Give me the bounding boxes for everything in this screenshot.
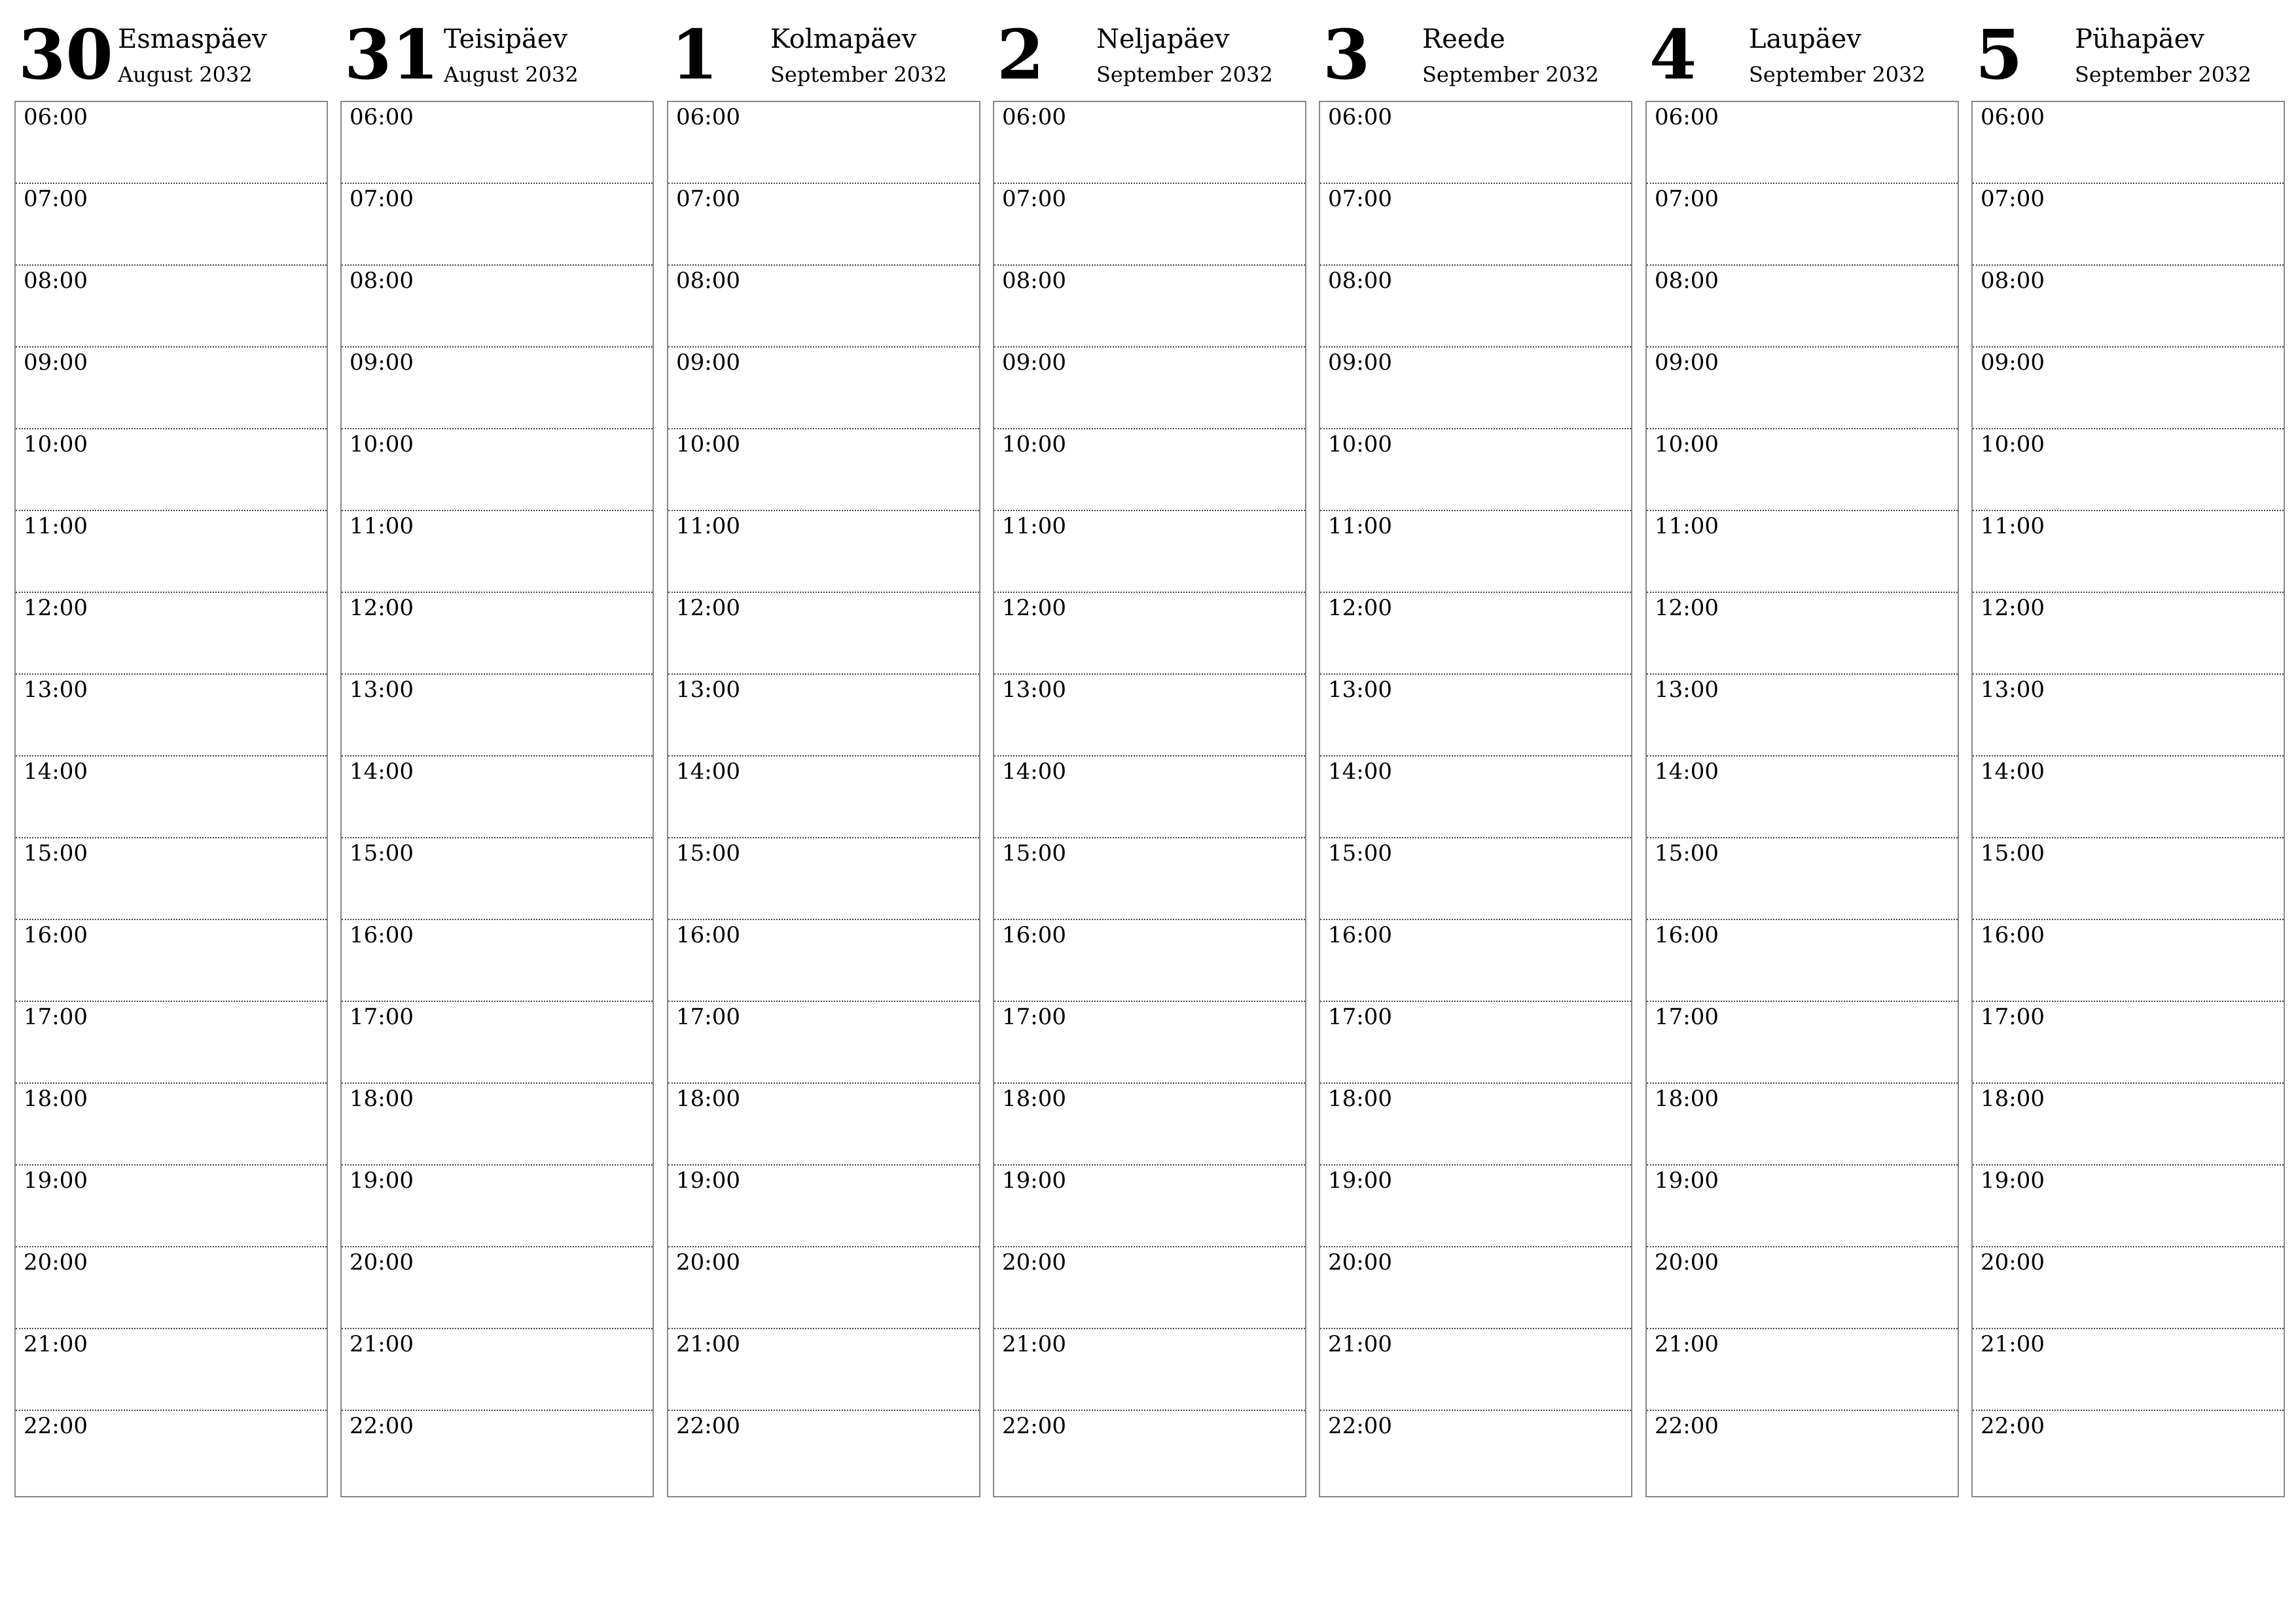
time-slot[interactable] [1647,511,1958,593]
time-slot[interactable] [994,1329,1305,1411]
time-label: 08:00 [1981,268,2045,294]
time-label: 09:00 [1981,349,2045,376]
time-label: 19:00 [1002,1168,1066,1194]
time-label: 20:00 [676,1249,740,1275]
time-label: 06:00 [1328,104,1392,130]
time-label: 07:00 [1328,186,1392,212]
time-slot[interactable] [1647,757,1958,838]
time-label: 18:00 [1002,1086,1066,1112]
day-number: 4 [1649,14,1697,95]
time-slot[interactable] [1320,593,1631,675]
time-slot[interactable] [1647,184,1958,266]
time-label: 08:00 [676,268,740,294]
time-label: 06:00 [350,104,414,130]
day-month: September 2032 [2075,62,2251,87]
time-label: 11:00 [1655,513,1719,539]
time-label: 14:00 [24,758,88,785]
day-schedule-box [993,101,1306,1497]
time-label: 16:00 [350,922,414,948]
time-label: 13:00 [24,677,88,703]
time-label: 07:00 [1655,186,1719,212]
time-slot[interactable] [994,593,1305,675]
day-header [667,0,980,99]
time-label: 20:00 [1002,1249,1066,1275]
time-slot[interactable] [16,757,327,838]
time-label: 18:00 [676,1086,740,1112]
time-slot[interactable] [668,511,979,593]
time-label: 09:00 [1002,349,1066,376]
time-slot[interactable] [1320,1411,1631,1493]
time-label: 19:00 [1328,1168,1392,1194]
time-label: 21:00 [1002,1331,1066,1357]
time-slot[interactable] [1320,1247,1631,1329]
time-slot[interactable] [342,593,653,675]
time-label: 20:00 [1981,1249,2045,1275]
day-name: Laupäev [1749,24,1861,54]
time-slot[interactable] [994,675,1305,757]
time-slot[interactable] [1320,511,1631,593]
time-label: 10:00 [1981,431,2045,457]
time-slot[interactable] [1647,1247,1958,1329]
time-label: 12:00 [676,595,740,621]
time-slot[interactable] [1647,675,1958,757]
day-month: August 2032 [444,62,579,87]
time-label: 19:00 [676,1168,740,1194]
day-number: 3 [1323,14,1371,95]
time-label: 22:00 [24,1413,88,1439]
time-slot[interactable] [342,1002,653,1084]
time-slot[interactable] [994,1002,1305,1084]
time-label: 17:00 [1981,1004,2045,1030]
time-label: 15:00 [1655,840,1719,866]
time-label: 22:00 [1655,1413,1719,1439]
time-label: 16:00 [1328,922,1392,948]
time-label: 07:00 [24,186,88,212]
time-label: 09:00 [24,349,88,376]
time-slot[interactable] [1647,266,1958,348]
time-label: 16:00 [1981,922,2045,948]
time-slot[interactable] [342,920,653,1002]
time-slot[interactable] [994,1084,1305,1166]
time-label: 21:00 [24,1331,88,1357]
time-label: 14:00 [1002,758,1066,785]
time-label: 16:00 [24,922,88,948]
time-label: 21:00 [676,1331,740,1357]
time-slot[interactable] [668,102,979,184]
time-slot[interactable] [1647,1166,1958,1247]
time-slot[interactable] [1647,1411,1958,1493]
time-slot[interactable] [1647,429,1958,511]
time-slot[interactable] [994,266,1305,348]
time-label: 17:00 [24,1004,88,1030]
time-label: 10:00 [1655,431,1719,457]
time-label: 11:00 [24,513,88,539]
time-label: 11:00 [1002,513,1066,539]
time-label: 21:00 [350,1331,414,1357]
time-slot[interactable] [342,511,653,593]
time-label: 06:00 [24,104,88,130]
day-month: September 2032 [1749,62,1926,87]
time-slot[interactable] [994,102,1305,184]
time-slot[interactable] [1647,1002,1958,1084]
day-name: Reede [1422,24,1505,54]
time-slot[interactable] [16,1411,327,1493]
time-label: 19:00 [1655,1168,1719,1194]
time-label: 06:00 [1655,104,1719,130]
time-slot[interactable] [16,348,327,429]
time-slot[interactable] [1647,102,1958,184]
time-slot[interactable] [1320,675,1631,757]
time-label: 15:00 [676,840,740,866]
time-label: 11:00 [1328,513,1392,539]
time-slot[interactable] [1973,1247,2284,1329]
time-slot[interactable] [668,266,979,348]
time-label: 12:00 [1655,595,1719,621]
time-label: 12:00 [1002,595,1066,621]
time-slot[interactable] [668,838,979,920]
time-label: 16:00 [1002,922,1066,948]
time-slot[interactable] [1320,1166,1631,1247]
day-header [993,0,1306,99]
time-slot[interactable] [1973,348,2284,429]
time-slot[interactable] [1647,593,1958,675]
time-label: 11:00 [676,513,740,539]
day-header [1971,0,2285,99]
time-slot[interactable] [342,757,653,838]
day-name: Pühapäev [2075,24,2205,54]
time-slot[interactable] [994,511,1305,593]
time-slot[interactable] [16,838,327,920]
time-slot[interactable] [342,1411,653,1493]
day-header [1645,0,1959,99]
time-slot[interactable] [668,184,979,266]
day-name: Neljapäev [1096,24,1230,54]
time-label: 10:00 [350,431,414,457]
time-label: 17:00 [350,1004,414,1030]
time-label: 07:00 [1981,186,2045,212]
day-month: September 2032 [770,62,947,87]
time-label: 21:00 [1328,1331,1392,1357]
time-label: 15:00 [350,840,414,866]
day-number: 1 [671,14,719,95]
time-slot[interactable] [668,675,979,757]
time-slot[interactable] [994,348,1305,429]
day-schedule-box [1971,101,2285,1497]
time-slot[interactable] [1647,1084,1958,1166]
time-label: 15:00 [24,840,88,866]
time-label: 09:00 [1328,349,1392,376]
time-label: 19:00 [24,1168,88,1194]
time-slot[interactable] [1973,1411,2284,1493]
time-label: 14:00 [1328,758,1392,785]
time-label: 08:00 [24,268,88,294]
time-slot[interactable] [1973,102,2284,184]
time-label: 16:00 [676,922,740,948]
time-label: 06:00 [1981,104,2045,130]
time-label: 15:00 [1002,840,1066,866]
time-label: 09:00 [676,349,740,376]
time-label: 11:00 [1981,513,2045,539]
time-label: 13:00 [1981,677,2045,703]
day-schedule-box [1645,101,1959,1497]
time-slot[interactable] [1320,920,1631,1002]
time-slot[interactable] [16,266,327,348]
time-label: 10:00 [24,431,88,457]
time-slot[interactable] [16,593,327,675]
time-slot[interactable] [994,838,1305,920]
time-slot[interactable] [1320,429,1631,511]
time-label: 18:00 [1981,1086,2045,1112]
time-label: 15:00 [1328,840,1392,866]
time-label: 11:00 [350,513,414,539]
time-slot[interactable] [1973,675,2284,757]
time-label: 22:00 [1328,1413,1392,1439]
time-label: 22:00 [1002,1413,1066,1439]
day-month: September 2032 [1096,62,1273,87]
time-slot[interactable] [994,1411,1305,1493]
time-slot[interactable] [1973,1329,2284,1411]
time-label: 15:00 [1981,840,2045,866]
time-slot[interactable] [16,511,327,593]
time-slot[interactable] [994,184,1305,266]
time-slot[interactable] [668,1247,979,1329]
time-slot[interactable] [342,838,653,920]
time-label: 18:00 [1655,1086,1719,1112]
time-label: 16:00 [1655,922,1719,948]
time-slot[interactable] [1973,838,2284,920]
day-header [1319,0,1632,99]
time-label: 08:00 [1002,268,1066,294]
day-name: Kolmapäev [770,24,917,54]
time-slot[interactable] [1320,266,1631,348]
time-label: 22:00 [350,1413,414,1439]
time-slot[interactable] [16,1084,327,1166]
time-slot[interactable] [668,757,979,838]
time-slot[interactable] [668,1329,979,1411]
time-label: 17:00 [1328,1004,1392,1030]
time-slot[interactable] [1647,920,1958,1002]
time-label: 13:00 [1328,677,1392,703]
time-slot[interactable] [668,1166,979,1247]
time-slot[interactable] [1320,1084,1631,1166]
time-slot[interactable] [668,1084,979,1166]
time-label: 07:00 [676,186,740,212]
time-label: 12:00 [1981,595,2045,621]
time-slot[interactable] [1320,838,1631,920]
time-slot[interactable] [16,1166,327,1247]
time-slot[interactable] [668,429,979,511]
time-label: 20:00 [1328,1249,1392,1275]
time-slot[interactable] [994,429,1305,511]
time-slot[interactable] [342,1166,653,1247]
day-number: 31 [344,14,439,95]
time-slot[interactable] [1973,266,2284,348]
time-label: 17:00 [1002,1004,1066,1030]
time-label: 13:00 [1002,677,1066,703]
time-slot[interactable] [1973,757,2284,838]
time-slot[interactable] [1973,593,2284,675]
time-label: 19:00 [1981,1168,2045,1194]
time-label: 14:00 [350,758,414,785]
day-month: September 2032 [1422,62,1599,87]
time-label: 17:00 [1655,1004,1719,1030]
time-label: 09:00 [350,349,414,376]
time-label: 07:00 [350,186,414,212]
time-label: 10:00 [1328,431,1392,457]
time-slot[interactable] [342,102,653,184]
time-slot[interactable] [1973,184,2284,266]
time-label: 21:00 [1981,1331,2045,1357]
time-label: 20:00 [1655,1249,1719,1275]
time-slot[interactable] [1973,511,2284,593]
day-schedule-box [667,101,980,1497]
time-slot[interactable] [16,102,327,184]
time-slot[interactable] [994,1247,1305,1329]
time-label: 22:00 [1981,1413,2045,1439]
time-label: 10:00 [676,431,740,457]
time-slot[interactable] [1973,1166,2284,1247]
time-label: 21:00 [1655,1331,1719,1357]
time-slot[interactable] [16,1329,327,1411]
day-schedule-box [14,101,328,1497]
time-label: 08:00 [1655,268,1719,294]
time-slot[interactable] [342,266,653,348]
time-slot[interactable] [1647,838,1958,920]
time-slot[interactable] [1647,348,1958,429]
time-slot[interactable] [1320,1329,1631,1411]
time-slot[interactable] [994,757,1305,838]
time-label: 12:00 [350,595,414,621]
time-label: 20:00 [350,1249,414,1275]
time-slot[interactable] [16,920,327,1002]
time-label: 19:00 [350,1168,414,1194]
time-slot[interactable] [342,1084,653,1166]
time-slot[interactable] [1973,1002,2284,1084]
time-label: 10:00 [1002,431,1066,457]
time-slot[interactable] [16,184,327,266]
time-label: 13:00 [350,677,414,703]
time-slot[interactable] [668,1002,979,1084]
time-slot[interactable] [668,593,979,675]
time-slot[interactable] [1973,920,2284,1002]
time-slot[interactable] [16,1002,327,1084]
time-label: 06:00 [1002,104,1066,130]
time-label: 13:00 [1655,677,1719,703]
time-slot[interactable] [342,429,653,511]
time-label: 18:00 [350,1086,414,1112]
day-month: August 2032 [118,62,253,87]
time-label: 06:00 [676,104,740,130]
time-slot[interactable] [1320,348,1631,429]
day-header [340,0,654,99]
time-slot[interactable] [1647,1329,1958,1411]
time-slot[interactable] [342,675,653,757]
time-slot[interactable] [342,1247,653,1329]
time-slot[interactable] [16,429,327,511]
day-number: 5 [1975,14,2023,95]
time-label: 07:00 [1002,186,1066,212]
time-label: 20:00 [24,1249,88,1275]
time-slot[interactable] [16,1247,327,1329]
time-label: 08:00 [350,268,414,294]
time-slot[interactable] [1320,1002,1631,1084]
time-slot[interactable] [16,675,327,757]
time-slot[interactable] [1320,757,1631,838]
time-slot[interactable] [1973,1084,2284,1166]
day-header [14,0,328,99]
time-slot[interactable] [1320,102,1631,184]
time-label: 14:00 [1981,758,2045,785]
time-slot[interactable] [668,1411,979,1493]
day-number: 30 [18,14,113,95]
time-slot[interactable] [342,184,653,266]
day-name: Esmaspäev [118,24,267,54]
time-slot[interactable] [994,1166,1305,1247]
time-label: 08:00 [1328,268,1392,294]
time-label: 18:00 [24,1086,88,1112]
time-label: 13:00 [676,677,740,703]
day-number: 2 [997,14,1045,95]
time-label: 09:00 [1655,349,1719,376]
time-label: 12:00 [1328,595,1392,621]
day-schedule-box [340,101,654,1497]
time-label: 18:00 [1328,1086,1392,1112]
time-slot[interactable] [1973,429,2284,511]
time-label: 22:00 [676,1413,740,1439]
time-label: 17:00 [676,1004,740,1030]
time-label: 14:00 [676,758,740,785]
day-schedule-box [1319,101,1632,1497]
time-label: 14:00 [1655,758,1719,785]
time-label: 12:00 [24,595,88,621]
time-slot[interactable] [668,348,979,429]
time-slot[interactable] [342,348,653,429]
time-slot[interactable] [994,920,1305,1002]
day-name: Teisipäev [444,24,568,54]
time-slot[interactable] [342,1329,653,1411]
time-slot[interactable] [1320,184,1631,266]
time-slot[interactable] [668,920,979,1002]
